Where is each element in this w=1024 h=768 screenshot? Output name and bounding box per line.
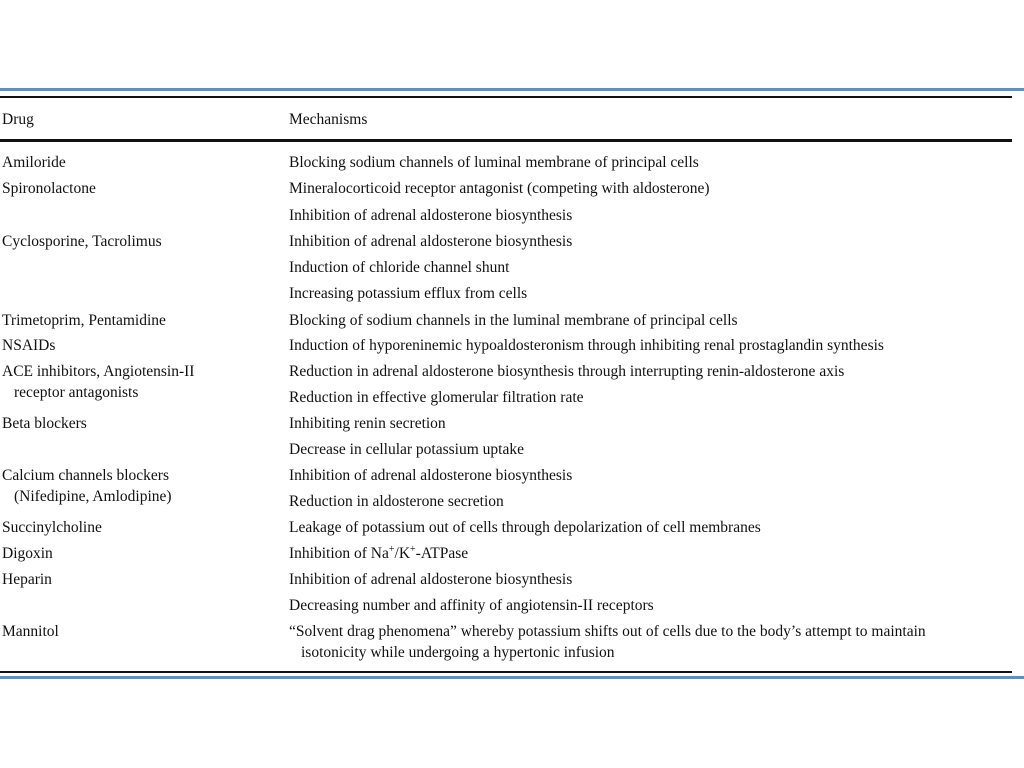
mechanism-cell: Increasing potassium efflux from cells	[289, 285, 528, 302]
mechanism-cell: Decrease in cellular potassium uptake	[289, 441, 524, 458]
mechanism-cell: Reduction in effective glomerular filtration rate	[289, 389, 584, 406]
mechanism-cell: Decreasing number and affinity of angiotensin-II receptors	[289, 597, 654, 614]
mechanism-cell: Mineralocorticoid receptor antagonist (competing with aldosterone)	[289, 180, 710, 197]
mechanism-cell: Blocking sodium channels of luminal membrane of principal cells	[289, 154, 699, 171]
drug-ace-inhibitors-cont: receptor antagonists	[14, 384, 139, 401]
drug-beta-blockers: Beta blockers	[2, 415, 87, 432]
mechanism-cell: Reduction in aldosterone secretion	[289, 493, 504, 510]
mechanism-cell: Induction of hyporeninemic hypoaldosteronism through inhibiting renal prostaglandin synthesis	[289, 337, 884, 354]
mechanism-text: Inhibition of Na	[289, 545, 389, 562]
drug-mannitol: Mannitol	[2, 623, 59, 640]
header-mechanisms: Mechanisms	[289, 111, 368, 128]
drug-cyclosporine-tacrolimus: Cyclosporine, Tacrolimus	[2, 233, 162, 250]
mechanism-cell: Inhibiting renin secretion	[289, 415, 446, 432]
mechanism-text: -ATPase	[415, 545, 469, 562]
mechanism-text: /K	[394, 545, 411, 562]
mechanism-cell: Inhibition of adrenal aldosterone biosynthesis	[289, 207, 573, 224]
blue-bottom-rule	[0, 676, 1024, 679]
drug-digoxin: Digoxin	[2, 545, 53, 562]
mechanism-cell: Reduction in adrenal aldosterone biosynthesis through interrupting renin-aldosterone axis	[289, 363, 845, 380]
drug-calcium-channel-blockers-cont: (Nifedipine, Amlodipine)	[14, 488, 172, 505]
mechanism-cell: Leakage of potassium out of cells through depolarization of cell membranes	[289, 519, 761, 536]
mechanism-cell: Blocking of sodium channels in the luminal membrane of principal cells	[289, 312, 738, 329]
table-top-rule	[0, 96, 1012, 98]
superscript-plus: +	[410, 543, 416, 555]
superscript-plus: +	[388, 543, 395, 555]
drug-heparin: Heparin	[2, 571, 52, 588]
mechanism-cell-digoxin	[289, 544, 468, 564]
table-header-rule	[0, 139, 1012, 142]
mechanism-cell-cont: isotonicity while undergoing a hypertonic infusion	[301, 644, 615, 661]
header-drug: Drug	[2, 111, 34, 128]
drug-calcium-channel-blockers: Calcium channels blockers	[2, 467, 170, 484]
mechanism-cell: Induction of chloride channel shunt	[289, 259, 510, 276]
drug-ace-inhibitors: ACE inhibitors, Angiotensin-II	[2, 363, 195, 380]
drug-spironolactone: Spironolactone	[2, 180, 96, 197]
mechanism-cell: Inhibition of adrenal aldosterone biosynthesis	[289, 571, 573, 588]
mechanism-cell: “Solvent drag phenomena” whereby potassium shifts out of cells due to the body’s attempt to maintain	[289, 623, 926, 640]
drug-trimetoprim-pentamidine: Trimetoprim, Pentamidine	[2, 312, 166, 329]
table-bottom-rule	[0, 671, 1012, 673]
drug-nsaids: NSAIDs	[2, 337, 56, 354]
mechanism-cell: Inhibition of adrenal aldosterone biosynthesis	[289, 467, 573, 484]
blue-top-rule	[0, 88, 1024, 91]
drug-amiloride: Amiloride	[2, 154, 66, 171]
mechanism-cell: Inhibition of adrenal aldosterone biosynthesis	[289, 233, 573, 250]
drug-succinylcholine: Succinylcholine	[2, 519, 102, 536]
